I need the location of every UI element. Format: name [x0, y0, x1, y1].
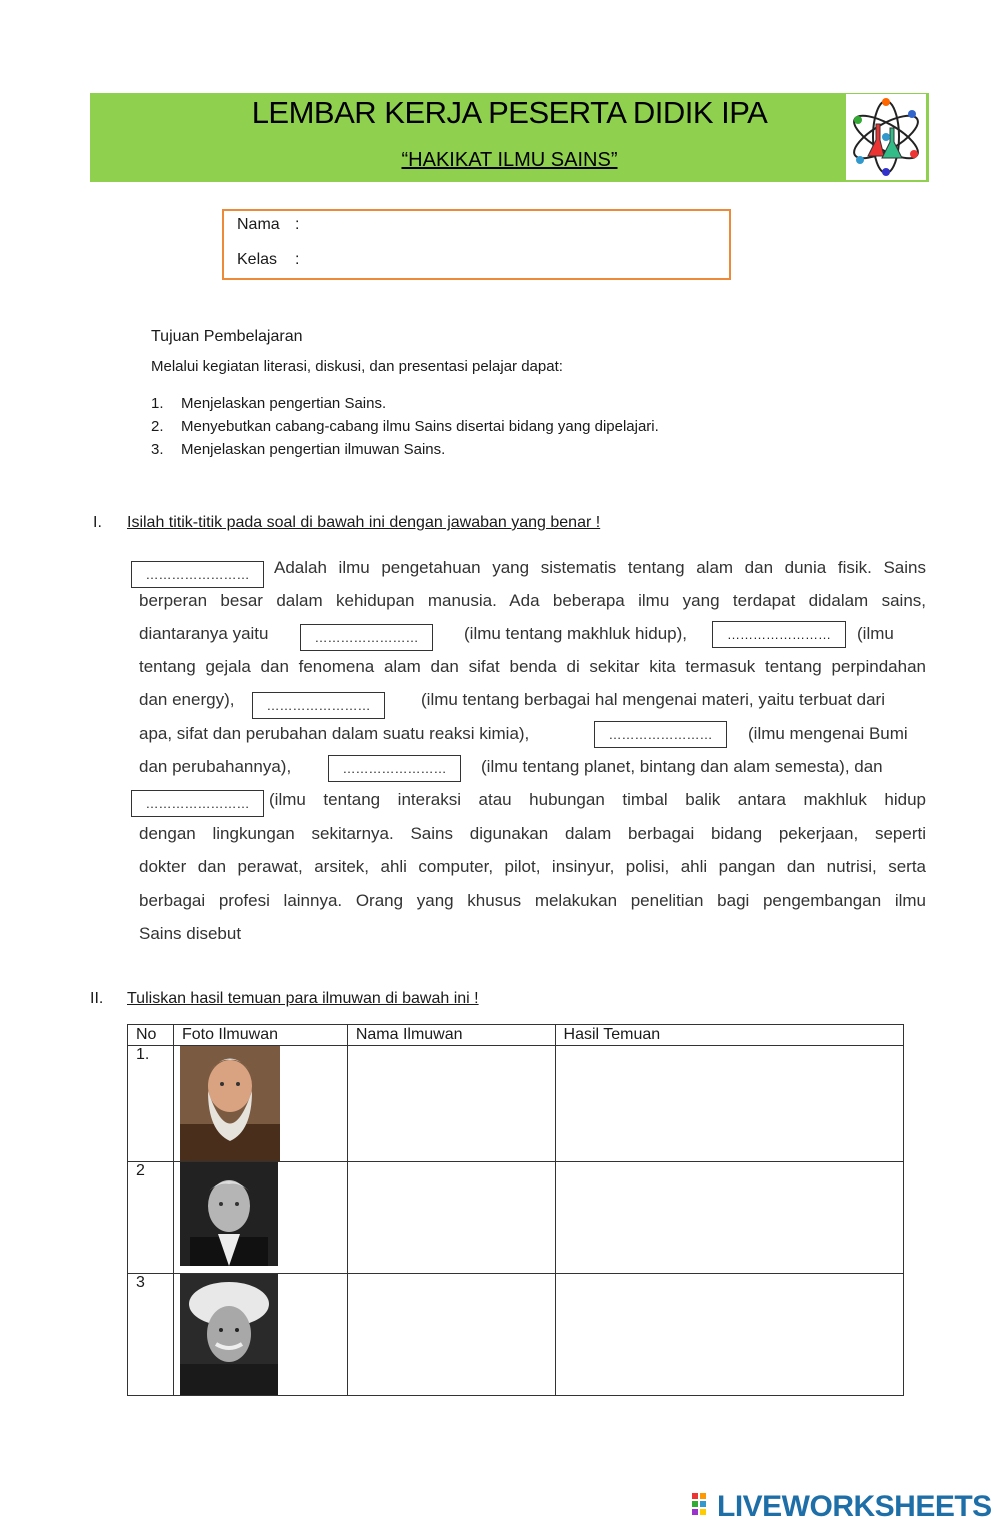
table-header-row	[128, 1025, 904, 1046]
scientist-photo-white-hair-icon	[180, 1274, 278, 1395]
photo-cell	[173, 1046, 347, 1162]
list-item: 3. Menjelaskan pengertian ilmuwan Sains.	[151, 441, 446, 458]
blank-input-sains[interactable]: ……………………	[131, 561, 264, 588]
list-item: 1. Menjelaskan pengertian Sains.	[151, 395, 387, 412]
row-number: 1.	[128, 1046, 174, 1162]
scientist-photo-bw-portrait-icon	[180, 1162, 278, 1266]
paragraph-line: Sains disebut	[139, 924, 242, 943]
column-header-name: Nama Ilmuwan	[347, 1025, 555, 1046]
paragraph-line: dengan lingkungan sekitarnya. Sains digunakan dalam berbagai bidang pekerjaan, seperti	[139, 824, 926, 843]
atom-science-icon	[846, 94, 926, 180]
paragraph-line: berperan besar dalam kehidupan manusia. Ada beberapa ilmu yang terdapat didalam sains,	[139, 591, 926, 610]
section-2-title: Tuliskan hasil temuan para ilmuwan di bawah ini !	[127, 990, 479, 1007]
blank-input-fisika[interactable]: ……………………	[712, 621, 846, 648]
name-answer-cell[interactable]	[347, 1162, 555, 1274]
objectives-intro: Melalui kegiatan literasi, diskusi, dan presentasi pelajar dapat:	[151, 358, 563, 375]
table-row	[128, 1046, 904, 1162]
scientists-table	[127, 1024, 904, 1396]
header-banner	[90, 93, 929, 182]
list-item: 2. Menyebutkan cabang-cabang ilmu Sains disertai bidang yang dipelajari.	[151, 418, 659, 435]
liveworksheets-logo	[692, 1490, 992, 1527]
name-colon: :	[295, 216, 300, 233]
paragraph-line: diantaranya yaitu	[139, 624, 269, 643]
paragraph-line: dan perubahannya),	[139, 757, 292, 776]
photo-cell	[173, 1274, 347, 1396]
name-answer-cell[interactable]	[347, 1274, 555, 1396]
paragraph-line: berbagai profesi lainnya. Orang yang khusus melakukan penelitian bagi pengembangan ilmu	[139, 891, 926, 910]
row-number: 2	[128, 1162, 174, 1274]
blank-input-geologi[interactable]: ……………………	[594, 721, 727, 748]
blank-input-astronomi[interactable]: ……………………	[328, 755, 461, 782]
row-number: 3	[128, 1274, 174, 1396]
blank-input-biologi[interactable]: ……………………	[300, 624, 433, 651]
discovery-answer-cell[interactable]	[555, 1274, 903, 1396]
scientist-photo-bearded-man-icon	[180, 1046, 280, 1161]
student-identity-box	[222, 209, 731, 280]
paragraph-line: dan energy),	[139, 690, 235, 709]
table-row	[128, 1274, 904, 1396]
class-line[interactable]	[237, 251, 300, 269]
table-row	[128, 1162, 904, 1274]
column-header-photo: Foto Ilmuwan	[173, 1025, 347, 1046]
paragraph-line: (ilmu tentang makhluk hidup),	[464, 624, 688, 643]
section-1-number: I.	[93, 514, 102, 531]
section-1-title: Isilah titik-titik pada soal di bawah ini dengan jawaban yang benar !	[127, 514, 601, 531]
column-header-discovery: Hasil Temuan	[555, 1025, 903, 1046]
name-label: Nama	[237, 216, 280, 233]
blank-input-ekologi[interactable]: ……………………	[131, 790, 264, 817]
objectives-list	[151, 395, 659, 464]
paragraph-line: (ilmu tentang planet, bintang dan alam semesta), dan	[481, 757, 883, 776]
brand-name: LIVEWORKSHEETS	[717, 1490, 992, 1523]
liveworksheets-grid-icon	[692, 1493, 714, 1527]
paragraph-line: (ilmu tentang interaksi atau hubungan timbal balik antara makhluk hidup	[269, 790, 926, 809]
class-colon: :	[295, 251, 300, 268]
paragraph-line: (ilmu mengenai Bumi	[748, 724, 908, 743]
paragraph-line: dokter dan perawat, arsitek, ahli computer, pilot, insinyur, polisi, ahli pangan dan nutrisi, serta	[139, 857, 926, 876]
name-answer-cell[interactable]	[347, 1046, 555, 1162]
class-label: Kelas	[237, 251, 278, 268]
column-header-no: No	[128, 1025, 174, 1046]
section-2-number: II.	[90, 990, 104, 1007]
paragraph-line: apa, sifat dan perubahan dalam suatu reaksi kimia),	[139, 724, 530, 743]
discovery-answer-cell[interactable]	[555, 1046, 903, 1162]
objectives-title: Tujuan Pembelajaran	[151, 328, 303, 345]
blank-input-kimia[interactable]: ……………………	[252, 692, 385, 719]
name-line[interactable]	[237, 216, 300, 234]
paragraph-line: (ilmu	[857, 624, 894, 643]
paragraph-line: Adalah ilmu pengetahuan yang sistematis tentang alam dan dunia fisik. Sains	[274, 558, 926, 577]
worksheet-title: LEMBAR KERJA PESERTA DIDIK IPA	[251, 95, 768, 130]
photo-cell	[173, 1162, 347, 1274]
fill-in-paragraph	[139, 558, 926, 958]
paragraph-line: tentang gejala dan fenomena alam dan sifat benda di sekitar kita termasuk tentang perpindahan	[139, 657, 926, 676]
paragraph-line: (ilmu tentang berbagai hal mengenai materi, yaitu terbuat dari	[421, 690, 885, 709]
worksheet-subtitle: “HAKIKAT ILMU SAINS”	[401, 149, 618, 171]
discovery-answer-cell[interactable]	[555, 1162, 903, 1274]
